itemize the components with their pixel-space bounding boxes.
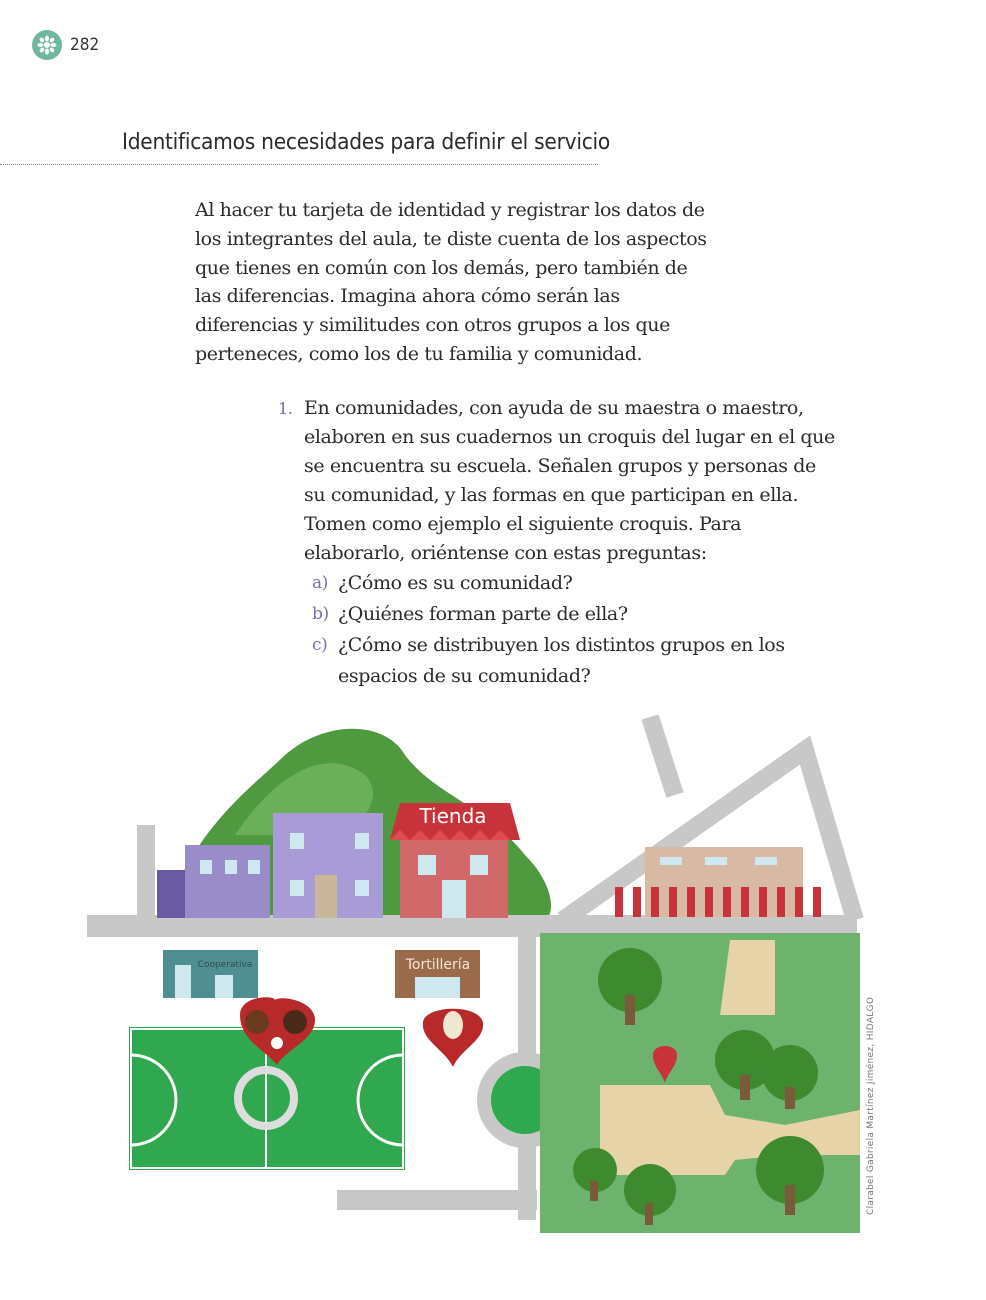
page-number	[32, 30, 99, 60]
question-text: ¿Quiénes forman parte de ella?	[338, 603, 628, 625]
community-sketch-map	[85, 715, 865, 1240]
cooperative-label: Cooperativa	[197, 960, 253, 970]
question-letter: c)	[312, 635, 328, 655]
question-letter: a)	[312, 573, 328, 593]
cooperative-building	[163, 950, 258, 998]
activity-text: En comunidades, con ayuda de su maestra o maestro, elaboren en sus cuadernos un croquis del lugar en el que se encuentra su escuela. Señalen grupos y personas de su comunidad, y las formas en que participan en ella. Tomen como ejemplo el siguiente croquis. Para elaborarlo, oriéntense con estas preguntas:	[304, 397, 835, 564]
tortilleria-building	[395, 950, 480, 998]
question-text: ¿Cómo se distribuyen los distintos grupos en los espacios de su comunidad?	[338, 634, 785, 687]
tortilla-marker-icon	[423, 1009, 483, 1067]
flower-icon	[32, 30, 62, 60]
illustration-credit: Clarabel Gabriela Martínez Jiménez, HIDALGO	[866, 996, 876, 1215]
school-building	[615, 847, 821, 917]
question-text: ¿Cómo es su comunidad?	[338, 572, 573, 594]
road-left-post	[137, 825, 155, 920]
activity-number: 1.	[278, 399, 293, 418]
activity-item	[278, 394, 838, 692]
tortilleria-label: Tortillería	[405, 957, 471, 973]
question-list	[312, 568, 838, 692]
section-title: Identificamos necesidades para definir el servicio	[122, 130, 611, 155]
store-label: Tienda	[419, 804, 487, 828]
page-number-text: 282	[70, 35, 100, 55]
road-bottom	[337, 1190, 537, 1210]
question-item	[312, 630, 838, 692]
title-divider	[0, 164, 598, 165]
store-building	[390, 803, 520, 918]
intro-paragraph	[195, 196, 715, 369]
question-item	[312, 568, 838, 599]
intro-text: Al hacer tu tarjeta de identidad y registrar los datos de los integrantes del aula, te diste cuenta de los aspectos que tienes en común con los demás, pero también de las diferencias. Imagina ahora cómo serán las diferencias y similitudes con otros grupos a los que perteneces, como los de tu familia y comunidad.	[195, 199, 707, 365]
question-letter: b)	[312, 604, 329, 624]
question-item	[312, 599, 838, 630]
park	[540, 933, 860, 1233]
